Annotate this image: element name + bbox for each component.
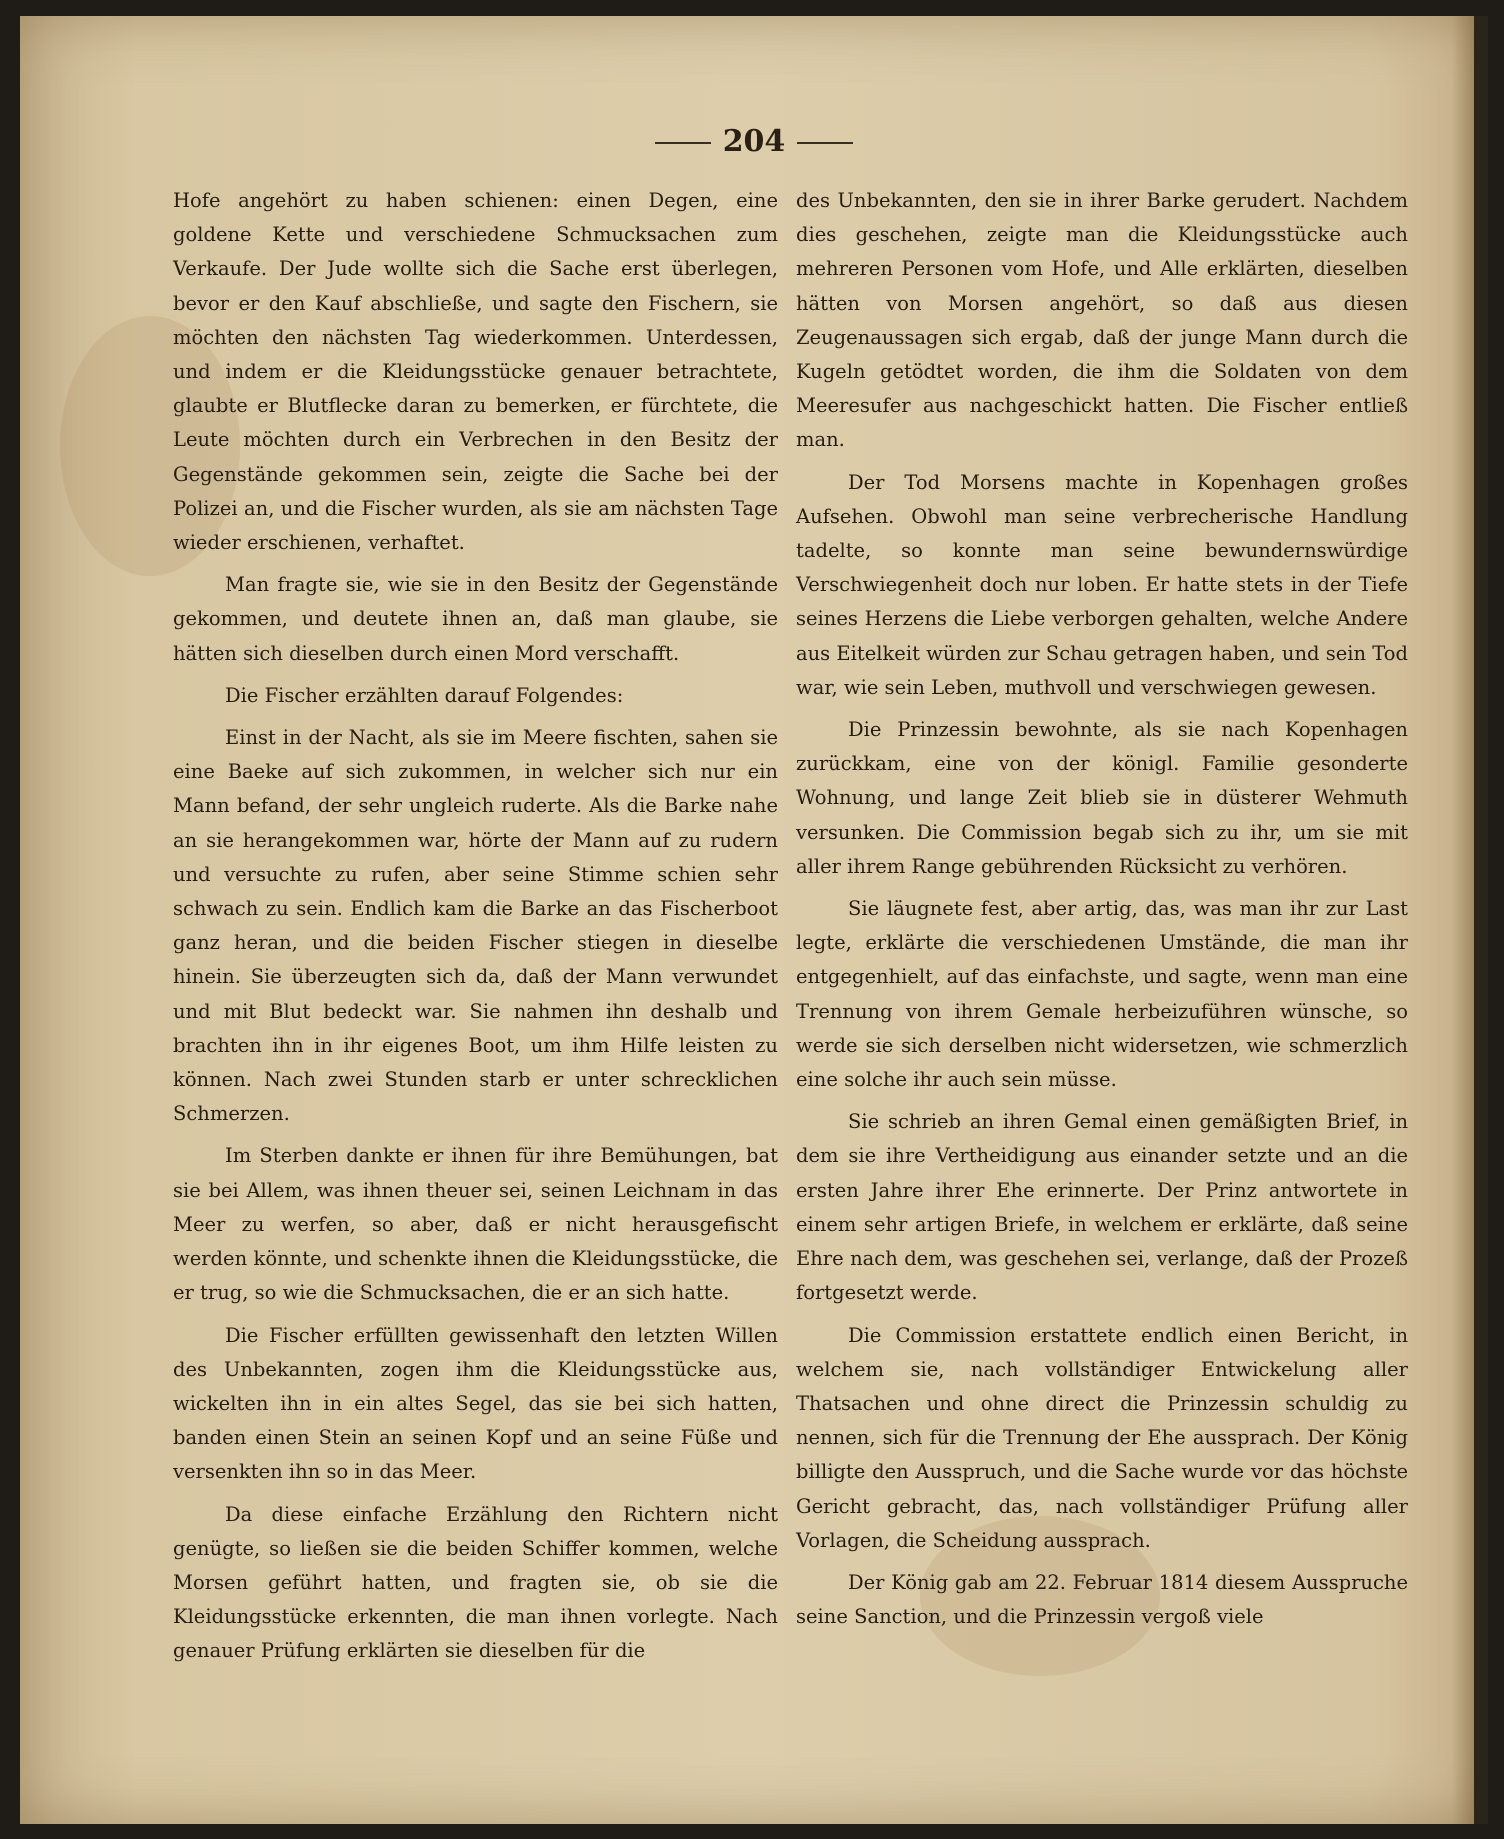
paragraph: Die Fischer erzählten darauf Folgendes:: [225, 683, 624, 707]
book-page: [20, 16, 1488, 1824]
page-header: [20, 124, 1488, 159]
header-rule-left: [655, 142, 711, 144]
page-number: 204: [722, 124, 786, 159]
paragraph: Die Fischer erfüllten gewissenhaft den letzten Willen des Unbekannten, zogen ihm die Kleidungsstücke aus, wickelten ihn in ein altes Segel, das sie bei sich hatten, banden einen Stein an seinen Kopf und an seine Füße und versenkten ihn so in das Meer.: [173, 1323, 778, 1484]
paragraph: des Unbekannten, den sie in ihrer Barke gerudert. Nachdem dies geschehen, zeigte man die Kleidungsstücke auch mehreren Personen vom Hofe, und Alle erklärten, dieselben hätten von Morsen angehört, so daß aus diesen Zeugenaussagen sich ergab, daß der junge Mann durch die Kugeln getödtet worden, die ihm die Soldaten von dem Meeresufer aus nachgeschickt hatten. Die Fischer entließ man.: [796, 189, 1408, 452]
paragraph: Im Sterben dankte er ihnen für ihre Bemühungen, bat sie bei Allem, was ihnen theuer sei, seinen Leichnam in das Meer zu werfen, so aber, daß er nicht herausgefischt werden könnte, und schenkte ihnen die Kleidungsstücke, die er trug, so wie die Schmucksachen, die er an sich hatte.: [173, 1144, 778, 1305]
paragraph: Der König gab am 22. Februar 1814 diesem Ausspruche seine Sanction, und die Prinzessin vergoß viele: [796, 1570, 1408, 1629]
paragraph: Einst in der Nacht, als sie im Meere fischten, sahen sie eine Baeke auf sich zukommen, in welcher sich nur ein Mann befand, der sehr ungleich ruderte. Als die Barke nahe an sie herangekommen war, hörte der Mann auf zu rudern und versuchte zu rufen, aber seine Stimme schien sehr schwach zu sein. Endlich kam die Barke an das Fischerboot ganz heran, und die beiden Fischer stiegen in dieselbe hinein. Sie überzeugten sich da, daß der Mann verwundet und mit Blut bedeckt war. Sie nahmen ihn deshalb und brachten ihn in ihr eigenes Boot, um ihm Hilfe leisten zu können. Nach zwei Stunden starb er unter schrecklichen Schmerzen.: [173, 726, 778, 1126]
paragraph: Man fragte sie, wie sie in den Besitz der Gegenstände gekommen, und deutete ihnen an, daß man glaube, sie hätten sich dieselben durch einen Mord verschafft.: [173, 573, 778, 665]
left-column: [173, 184, 778, 1677]
paragraph: Sie läugnete fest, aber artig, das, was man ihr zur Last legte, erklärte die verschiedenen Umstände, die man ihr entgegenhielt, auf das einfachste, und sagte, wenn man eine Trennung von ihrem Gemale herbeizuführen wünsche, so werde sie sich derselben nicht widersetzen, wie schmerzlich eine solche ihr auch sein müsse.: [796, 897, 1408, 1092]
right-column: [796, 184, 1408, 1642]
paragraph: Da diese einfache Erzählung den Richtern nicht genügte, so ließen sie die beiden Schiffer kommen, welche Morsen geführt hatten, und fragten sie, ob sie die Kleidungsstücke erkennten, die man ihnen vorlegte. Nach genauer Prüfung erklärten sie dieselben für die: [173, 1502, 778, 1663]
paragraph: Sie schrieb an ihren Gemal einen gemäßigten Brief, in dem sie ihre Vertheidigung aus einander setzte und an die ersten Jahre ihrer Ehe erinnerte. Der Prinz antwortete in einem sehr artigen Briefe, in welchem er erklärte, daß seine Ehre nach dem, was geschehen sei, verlange, daß der Prozeß fortgesetzt werde.: [796, 1110, 1408, 1305]
paragraph: Der Tod Morsens machte in Kopenhagen großes Aufsehen. Obwohl man seine verbrecherische Handlung tadelte, so konnte man seine bewundernswürdige Verschwiegenheit doch nur loben. Er hatte stets in der Tiefe seines Herzens die Liebe verborgen gehalten, welche Andere aus Eitelkeit würden zur Schau getragen haben, und sein Tod war, wie sein Leben, muthvoll und verschwiegen gewesen.: [796, 470, 1408, 699]
paragraph: Die Prinzessin bewohnte, als sie nach Kopenhagen zurückkam, eine von der königl. Familie gesonderte Wohnung, und lange Zeit blieb sie in düsterer Wehmuth versunken. Die Commission begab sich zu ihr, um sie mit aller ihrem Range gebührenden Rücksicht zu verhören.: [796, 718, 1408, 878]
paragraph: Die Commission erstattete endlich einen Bericht, in welchem sie, nach vollständiger Entwickelung aller Thatsachen und ohne direct die Prinzessin schuldig zu nennen, sich für die Trennung der Ehe aussprach. Der König billigte den Ausspruch, und die Sache wurde vor das höchste Gericht gebracht, das, nach vollständiger Prüfung aller Vorlagen, die Scheidung aussprach.: [796, 1323, 1408, 1552]
header-rule-right: [797, 142, 853, 144]
paragraph: Hofe angehört zu haben schienen: einen Degen, eine goldene Kette und verschiedene Schmucksachen zum Verkaufe. Der Jude wollte sich die Sache erst überlegen, bevor er den Kauf abschließe, und sagte den Fischern, sie möchten den nächsten Tag wiederkommen. Unterdessen, und indem er die Kleidungsstücke genauer betrachtete, glaubte er Blutflecke daran zu bemerken, er fürchtete, die Leute möchten durch ein Verbrechen in den Besitz der Gegenstände gekommen sein, zeigte die Sache bei der Polizei an, und die Fischer wurden, als sie am nächsten Tage wieder erschienen, verhaftet.: [173, 189, 778, 555]
book-spine: [1474, 16, 1488, 1824]
